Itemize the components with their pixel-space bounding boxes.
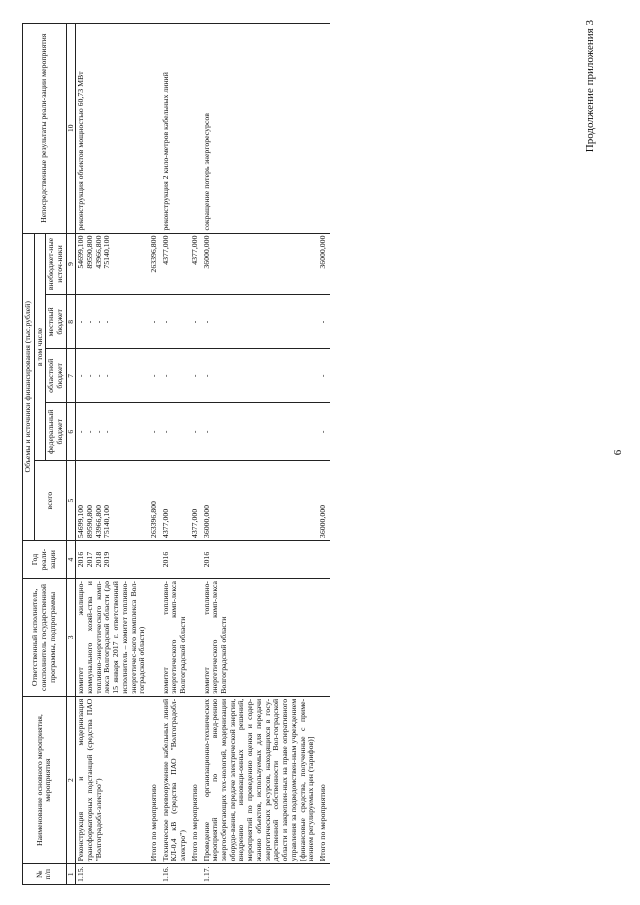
total-federal: - <box>189 403 202 461</box>
row-result: реконструкция 2 кило-метров кабельных линий <box>161 24 189 234</box>
row-regional: - - - - <box>76 349 148 403</box>
total-federal: - <box>148 403 161 461</box>
total-local: - <box>148 295 161 349</box>
row-result: сокращение потерь энергоресурсов <box>202 24 317 234</box>
total-label: Итого по мероприятию <box>148 696 161 864</box>
row-extrabudget: 54699,100 89590,800 43966,800 75140,100 <box>76 233 148 295</box>
index-7: 7 <box>66 349 75 403</box>
header-extrabudget: внебюджет-ные источ-ники <box>46 233 66 295</box>
row-name: Реконструкция и модернизация трансформаторных подстанций (средства ПАО "Волгоградобл-электро") <box>76 696 148 864</box>
page-number: 6 <box>612 449 624 456</box>
total-local: - <box>189 295 202 349</box>
header-year: Год реали-зации <box>23 541 67 579</box>
funding-table <box>22 23 330 885</box>
total-sum: 263396,800 <box>148 461 161 541</box>
row-name: Проведение организационно-технических мероприятий по внед-рению энергосберегающих тех-нологий, модернизации оборудо-вания, передаче электрической энергии, внедрению инноваци-онных решений, мероприятий по проведению оценки и содер-жанию объектов, используемых для передачи энергетических ресурсов, находящихся в госу-дарственной собственности Вол-гоградской области и закреплен-ных на праве оперативного управления за подведомствен-ным учреждением [финансовые средства, полученные с приме-нением регулируемых цен (тарифов)] <box>202 696 317 864</box>
row-regional: - <box>202 349 317 403</box>
row-federal: - <box>161 403 189 461</box>
row-years: 2016 <box>161 541 189 579</box>
row-years: 2016 2017 2018 2019 <box>76 541 148 579</box>
index-2: 2 <box>66 696 75 864</box>
row-federal: - <box>202 403 317 461</box>
total-extrabudget: 263396,800 <box>148 233 161 295</box>
header-result: Непосредственные результаты реали-зации мероприятия <box>23 24 67 234</box>
total-regional: - <box>148 349 161 403</box>
total-regional: - <box>317 349 330 403</box>
header-federal: федеральный бюджет <box>46 403 66 461</box>
index-10: 10 <box>66 24 75 234</box>
table-row-total <box>148 24 161 885</box>
header-funding: Объемы и источники финансирования (тыс.рублей) <box>23 233 35 541</box>
row-total: 54699,100 89590,800 43966,800 75140,100 <box>76 461 148 541</box>
row-responsible: комитет топливно-энергетического комп-лекса Волгоградской области <box>161 579 189 697</box>
row-num: 1.15. <box>76 864 148 885</box>
row-local: - - - - <box>76 295 148 349</box>
total-extrabudget: 36000,000 <box>317 233 330 295</box>
row-num: 1.16. <box>161 864 189 885</box>
index-3: 3 <box>66 579 75 697</box>
total-federal: - <box>317 403 330 461</box>
header-incl: в том числе <box>34 233 46 461</box>
index-8: 8 <box>66 295 75 349</box>
row-local: - <box>161 295 189 349</box>
table-row <box>161 24 189 885</box>
index-6: 6 <box>66 403 75 461</box>
total-regional: - <box>189 349 202 403</box>
row-local: - <box>202 295 317 349</box>
row-extrabudget: 36000,000 <box>202 233 317 295</box>
table-row-total <box>189 24 202 885</box>
total-label: Итого по мероприятию <box>317 696 330 864</box>
header-local: местный бюджет <box>46 295 66 349</box>
row-regional: - <box>161 349 189 403</box>
row-years: 2016 <box>202 541 317 579</box>
index-1: 1 <box>66 864 75 885</box>
table-row <box>76 24 148 885</box>
index-9: 9 <box>66 233 75 295</box>
header-total: всего <box>34 461 66 541</box>
header-num: № п/п <box>23 864 67 885</box>
continuation-label: Продолжение приложения 3 <box>584 20 596 153</box>
row-federal: - - - - <box>76 403 148 461</box>
row-responsible: комитет топливно-энергетического комп-лекса Волгоградской области <box>202 579 317 697</box>
table-row-total <box>317 24 330 885</box>
table-row <box>202 24 317 885</box>
row-total: 4377,000 <box>161 461 189 541</box>
index-5: 5 <box>66 461 75 541</box>
total-sum: 4377,000 <box>189 461 202 541</box>
row-extrabudget: 4377,000 <box>161 233 189 295</box>
total-sum: 36000,000 <box>317 461 330 541</box>
total-label: Итого по мероприятию <box>189 696 202 864</box>
row-total: 36000,000 <box>202 461 317 541</box>
row-result: реконструкция объектов мощностью 60,73 МВт <box>76 24 148 234</box>
index-4: 4 <box>66 541 75 579</box>
row-num: 1.17. <box>202 864 317 885</box>
total-extrabudget: 4377,000 <box>189 233 202 295</box>
header-regional: областной бюджет <box>46 349 66 403</box>
row-responsible: комитет жилищно-коммунального хозяй-ства и топливно-энергетического комп-лекса Волгоградской области (до 15 января 2017 г. ответственный исполнитель – комитет топливно-энергетичес-кого комплекса Вол-гоградской области) <box>76 579 148 697</box>
total-local: - <box>317 295 330 349</box>
row-name: Техническое перевооружение кабельных линий КЛ-0,4 кВ (средства ПАО "Волгоградобл-электро") <box>161 696 189 864</box>
header-responsible: Ответственный исполнитель, соисполнитель государственной программы, подпрограммы <box>23 579 67 697</box>
header-name: Наименование основного мероприятия, мероприятия <box>23 696 67 864</box>
